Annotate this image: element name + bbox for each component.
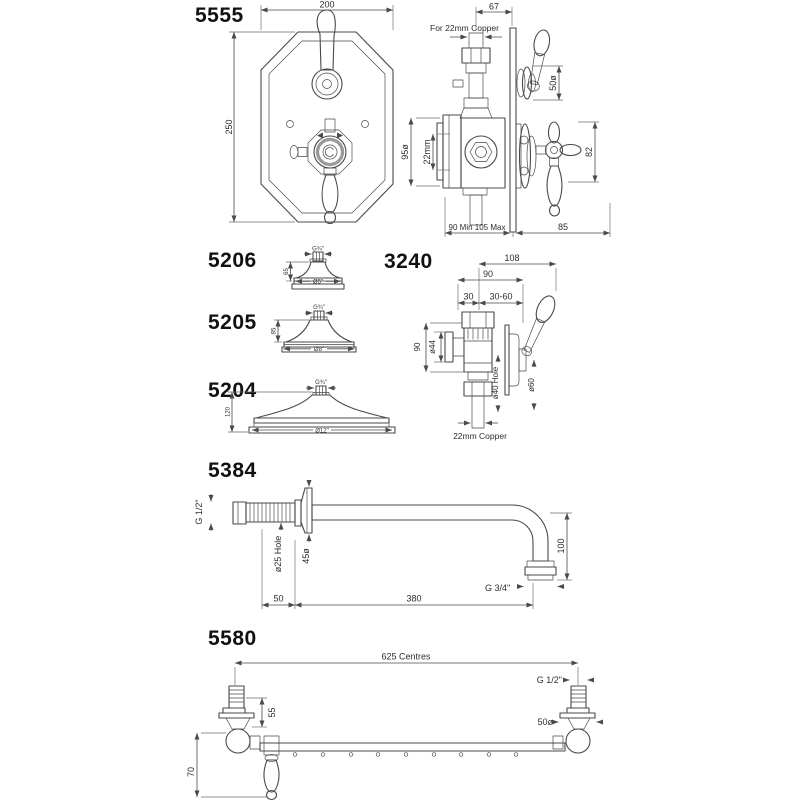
dim-body-height: 90 <box>413 342 422 352</box>
dim-overall-width: 108 <box>504 253 520 263</box>
dim-drop: 100 <box>556 538 566 554</box>
drawing-5384 <box>185 453 590 618</box>
dim-front-height: 250 <box>224 119 234 135</box>
dim-thread: G¾" <box>312 246 324 253</box>
dimensions-5206 <box>284 247 341 286</box>
dim-projection: 85 <box>557 222 569 232</box>
dimensions-5204 <box>226 380 393 434</box>
valve-body <box>461 118 505 188</box>
dim-diameter: Ø12" <box>315 428 329 435</box>
dim-wall-hole: ø25 Hole <box>273 535 283 573</box>
rail-handle <box>264 760 279 792</box>
dim-wall-thread: G 1/2" <box>194 499 204 525</box>
dim-wall-depth: 90 <box>482 269 494 279</box>
side-lever <box>547 166 562 206</box>
product-code-5580: 5580 <box>208 627 257 650</box>
shower-rail <box>219 686 595 800</box>
note-copper: 22mm Copper <box>453 431 507 441</box>
wall-plate-edge <box>510 28 516 232</box>
dim-outlet-thread: G 3/4" <box>485 583 511 593</box>
product-code-5555: 5555 <box>195 4 244 27</box>
diverter-knob <box>290 146 298 159</box>
dim-diameter: Ø5" <box>312 279 324 286</box>
rail-bar <box>260 743 565 751</box>
dim-wall-section: 50 <box>273 593 284 604</box>
dim-height: 120 <box>225 406 232 418</box>
dim-centres: 625 Centres <box>381 651 431 662</box>
valve-front-view <box>261 10 393 224</box>
drawing-5205 <box>262 300 382 362</box>
dim-rosette-dia: ø60 <box>527 378 536 392</box>
dim-thread: G¾" <box>315 380 327 386</box>
dimensions-5384 <box>194 480 572 609</box>
drawing-5580 <box>185 622 615 800</box>
dim-branch-dia: ø44 <box>428 340 437 354</box>
dim-height: 85 <box>271 327 278 335</box>
product-code-5204: 5204 <box>208 379 257 402</box>
dim-depth-range: 90 Min 105 Max <box>448 223 506 232</box>
dim-thread: G 1/2" <box>536 675 562 685</box>
dim-flange-dia: 50ø <box>537 717 553 727</box>
dim-body-dia: 95ø <box>400 144 410 160</box>
shower-head-12in <box>249 386 395 433</box>
dim-wall-hole: ø40 Hole <box>491 366 500 400</box>
front-dimensions <box>224 0 393 222</box>
dim-drop: 70 <box>186 766 196 778</box>
dim-pipe-dia: 22mm <box>422 139 432 165</box>
ball-joint-right <box>566 729 590 753</box>
front-lever <box>322 175 338 213</box>
product-code-5205: 5205 <box>208 311 257 334</box>
arm-tube <box>312 505 548 561</box>
dim-thread: G¾" <box>313 305 325 311</box>
dim-adjust-range: 30-60 <box>489 291 513 302</box>
dim-riser-height: 55 <box>267 707 277 718</box>
ball-joint-left <box>226 729 250 753</box>
product-code-5206: 5206 <box>208 249 257 272</box>
product-code-3240: 3240 <box>384 250 433 273</box>
dim-front-width: 200 <box>319 0 335 10</box>
product-code-5384: 5384 <box>208 459 257 482</box>
dim-knob-dia: 50ø <box>548 75 558 91</box>
dimensions-3240 <box>413 253 556 441</box>
dim-pipe-offset: 67 <box>488 1 500 12</box>
drawing-3240 <box>388 243 588 458</box>
note-copper: For 22mm Copper <box>430 23 499 33</box>
dim-diameter: Ø8" <box>313 346 325 353</box>
wall-plate-edge <box>505 325 509 395</box>
screw-left <box>287 121 294 128</box>
dim-height: 65 <box>284 268 290 275</box>
drawing-5555 <box>140 0 620 245</box>
dimensions-5580 <box>186 652 601 798</box>
drawing-5204 <box>218 368 404 443</box>
dim-reach: 380 <box>406 593 422 604</box>
dim-flange-dia: 45ø <box>301 548 311 564</box>
dim-offset: 30 <box>463 291 474 302</box>
dim-handle-height: 82 <box>584 146 594 158</box>
drawing-5206 <box>280 243 380 301</box>
valve-side-view <box>437 28 581 232</box>
branch-cap <box>445 332 453 362</box>
screw-right <box>362 121 369 128</box>
exposed-valve <box>445 293 559 428</box>
